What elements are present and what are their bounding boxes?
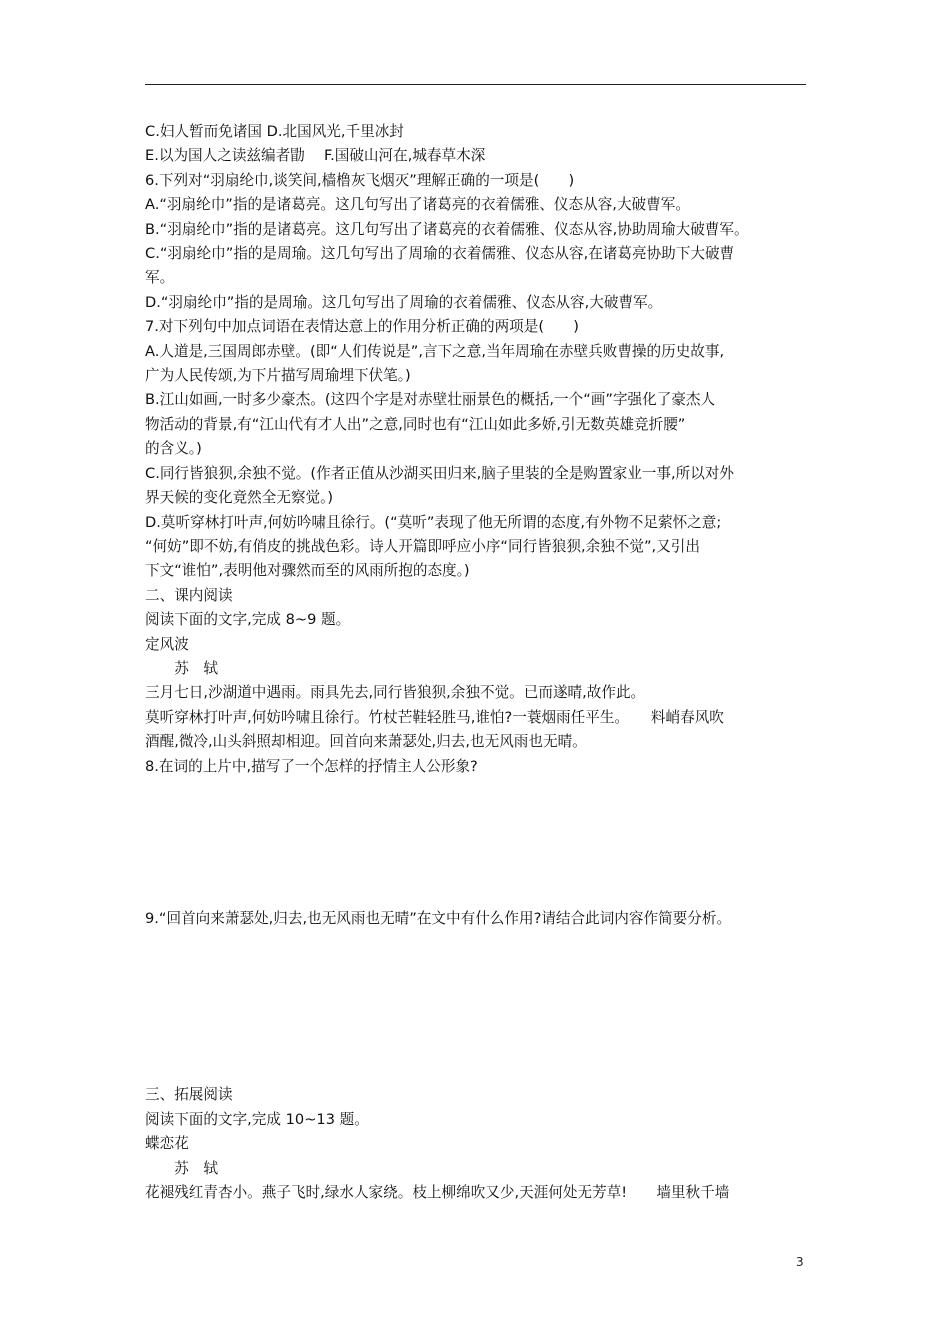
option-6a: A.“羽扇纶巾”指的是诸葛亮。这几句写出了诸葛亮的衣着儒雅、仪态从容,大破曹军。 [145, 196, 690, 214]
section-heading: 二、课内阅读 [145, 586, 233, 604]
poem-text: 莫听穿林打叶声,何妨吟啸且徐行。竹杖芒鞋轻胜马,谁怕?一蓑烟雨任平生。 料峭春风吹 [145, 708, 724, 726]
option-6d: D.“羽扇纶巾”指的是周瑜。这几句写出了周瑜的衣着儒雅、仪态从容,大破曹军。 [145, 293, 663, 311]
poem-author: 苏 轼 [145, 659, 218, 677]
section-heading: 三、拓展阅读 [145, 1086, 233, 1104]
poem-title: 蝶恋花 [145, 1135, 189, 1153]
option-7a-cont: 广为人民传颂,为下片描写周瑜埋下伏笔。) [145, 367, 411, 385]
option-7b-cont: 物活动的背景,有“江山代有才人出”之意,同时也有“江山如此多娇,引无数英雄竞折腰” [145, 415, 686, 433]
question-7: 7.对下列句中加点词语在表情达意上的作用分析正确的两项是( ) [145, 318, 579, 336]
page-number: 3 [796, 1255, 804, 1269]
option-6c: C.“羽扇纶巾”指的是周瑜。这几句写出了周瑜的衣着儒雅、仪态从容,在诸葛亮协助下大破曹 [145, 245, 735, 263]
poem-author: 苏 轼 [145, 1159, 218, 1177]
answer-space [145, 931, 815, 1083]
option-7b-cont: 的含义。) [145, 440, 202, 458]
option-6c-cont: 军。 [145, 269, 175, 287]
option-7d-cont: “何妨”即不妨,有俏皮的挑战色彩。诗人开篇即呼应小序“同行皆狼狈,余独不觉”,又引出 [145, 537, 700, 555]
option-7c-cont: 界天候的变化竟然全无察觉。) [145, 489, 334, 507]
option-7d-cont: 下文“谁怕”,表明他对骤然而至的风雨所抱的态度。) [145, 562, 470, 580]
option-7c: C.同行皆狼狈,余独不觉。(作者正值从沙湖买田归来,脑子里装的全是购置家业一事,所以对外 [145, 464, 735, 482]
poem-title: 定风波 [145, 635, 189, 653]
poem-preface: 三月七日,沙湖道中遇雨。雨具先去,同行皆狼狈,余独不觉。已而遂晴,故作此。 [145, 684, 646, 702]
poem-text: 酒醒,微冷,山头斜照却相迎。回首向来萧瑟处,归去,也无风雨也无晴。 [145, 733, 587, 751]
question-6: 6.下列对“羽扇纶巾,谈笑间,樯橹灰飞烟灭”理解正确的一项是( ) [145, 171, 575, 189]
option-6b: B.“羽扇纶巾”指的是诸葛亮。这几句写出了诸葛亮的衣着儒雅、仪态从容,协助周瑜大破曹军。 [145, 220, 749, 238]
reading-instruction: 阅读下面的文字,完成 10~13 题。 [145, 1110, 369, 1128]
question-9: 9.“回首向来萧瑟处,归去,也无风雨也无晴”在文中有什么作用?请结合此词内容作简要分析。 [145, 909, 732, 927]
reading-instruction: 阅读下面的文字,完成 8~9 题。 [145, 611, 351, 629]
answer-space [145, 779, 815, 907]
option-7a: A.人道是,三国周郎赤壁。(即“人们传说是”,言下之意,当年周瑜在赤壁兵败曹操的历史故事, [145, 342, 725, 360]
text-line: C.妇人暂而免诸国 D.北国风光,千里冰封 [145, 123, 404, 140]
poem-text: 花褪残红青杏小。燕子飞时,绿水人家绕。枝上柳绵吹又少,天涯何处无芳草! 墙里秋千墙 [145, 1184, 730, 1201]
header-rule [145, 84, 806, 85]
option-7b: B.江山如画,一时多少豪杰。(这四个字是对赤壁壮丽景色的概括,一个“画”字强化了豪杰人 [145, 391, 716, 409]
text-line: E.以为国人之读兹编者勖 F.国破山河在,城春草木深 [145, 147, 486, 165]
document-body [145, 120, 815, 1205]
question-8: 8.在词的上片中,描写了一个怎样的抒情主人公形象? [145, 757, 478, 775]
option-7d: D.莫听穿林打叶声,何妨吟啸且徐行。(“莫听”表现了他无所谓的态度,有外物不足萦怀之意; [145, 513, 722, 531]
